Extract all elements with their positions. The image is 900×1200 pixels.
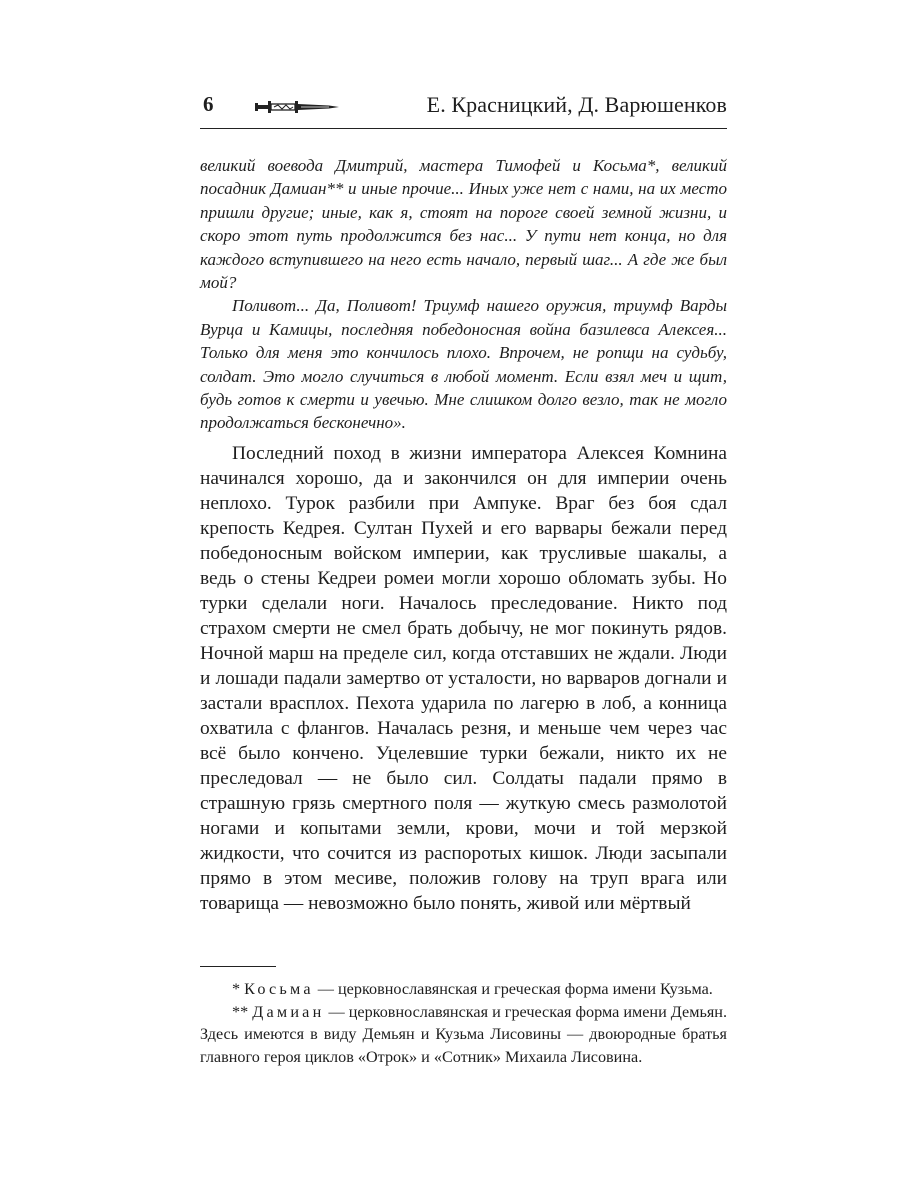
footnote-text: — церковнославянская и греческая форма имени Демьян. Здесь имеются в виду Демьян и Кузьма Лисовины — двоюродные братья главного героя циклов «Отрок» и «Сотник» Михаила Лисовина. [200, 1002, 728, 1066]
italic-quote [200, 154, 727, 435]
footnotes [200, 978, 727, 1068]
prose-paragraph: Последний поход в жизни императора Алексея Комнина начинался хорошо, да и закончился он для империи очень неплохо. Турок разбили при Ампуке. Враг без боя сдал крепость Кедрея. Султан Пухей и его варвары бежали перед победоносным войском империи, как трусливые шакалы, а ведь о стены Кедреи ромеи могли хорошо обломать зубы. Но турки сделали ноги. Началось преследование. Никто под страхом смерти не смел брать добычу, не мог покинуть рядов. Ночной марш на пределе сил, когда отставших не ждали. Люди и лошади падали замертво от усталости, но варваров догнали и застали врасплох. Пехота ударила по лагерю в лоб, а конница охватила с флангов. Началась резня, и меньше чем через час всё было кончено. Уцелевшие турки бежали, никто их не преследовал — не было сил. Солдаты падали прямо в страшную грязь смертного поля — жуткую смесь размолотой ногами и копытами земли, крови, мочи и той мерзкой жидкости, что сочится из распоротых кишок. Люди засыпали прямо в этом месиве, положив голову на труп врага или товарища — невозможно было понять, живой или мёртвый [200, 442, 727, 914]
footnote-2 [200, 1001, 727, 1069]
footnote-mark: * [232, 980, 241, 998]
running-head: Е. Красницкий, Д. Варюшенков [426, 92, 727, 117]
footnote-term: Косьма [244, 980, 314, 998]
prose [200, 441, 727, 916]
footnote-rule [200, 966, 276, 967]
footnote-1 [200, 978, 727, 1001]
footnote-text: — церковнославянская и греческая форма имени Кузьма. [313, 980, 713, 998]
page-number: 6 [203, 92, 214, 116]
quote-paragraph: Поливот... Да, Поливот! Триумф нашего оружия, триумф Варды Вурца и Камицы, последняя победоносная война базилевса Алексея... Только для меня это кончилось плохо. Впрочем, не ропщи на судьбу, солдат. Это могло случиться в любой момент. Если взял меч и щит, будь готов к смерти и увечью. Мне слишком долго везло, так не могло продолжаться бесконечно». [200, 296, 727, 433]
quote-paragraph: великий воевода Дмитрий, мастера Тимофей и Косьма*, великий посадник Дамиан** и иные прочие... Иных уже нет с нами, на их место пришли другие; иные, как я, стоят на пороге своей земной жизни, и скоро этот путь продолжится без нас... У пути нет конца, но для каждого вступившего на него есть начало, первый шаг... А где же был мой? [200, 156, 727, 293]
footnote-mark: ** [232, 1002, 249, 1021]
dagger-ornament-icon [255, 100, 339, 114]
footnote-term: Дамиан [252, 1002, 325, 1021]
running-header [200, 88, 727, 129]
main-text [200, 154, 727, 916]
